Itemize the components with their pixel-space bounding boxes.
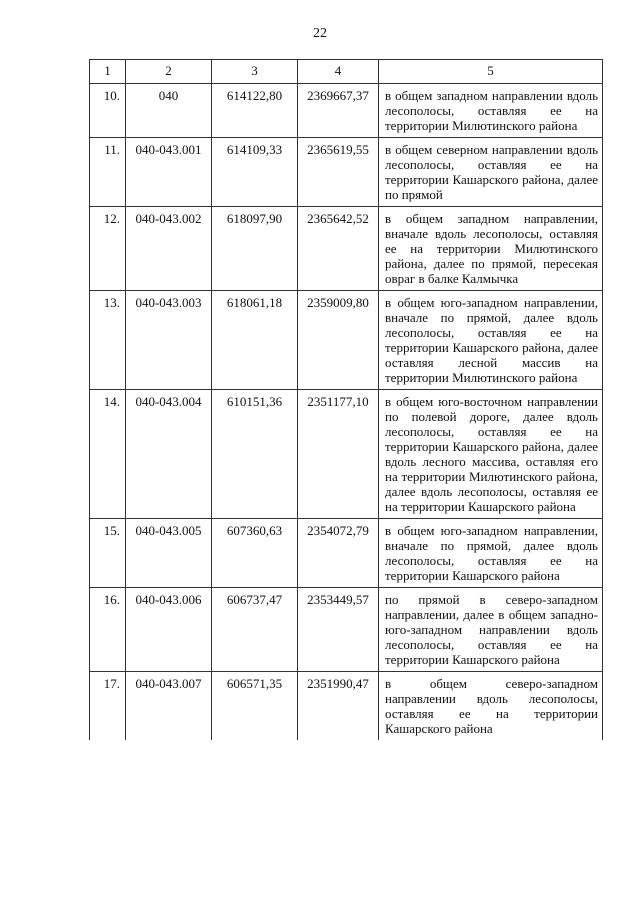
- coordinate-y: 2351177,10: [298, 390, 379, 519]
- boundary-description: в общем юго-восточном направлении по полевой дороге, далее вдоль лесополосы, оставляя ее на территории Кашарского района, далее вдоль лесного массива, оставляя его на территории Милютинского района, далее вдоль лесополосы, оставляя ее на территории Кашарского района: [379, 390, 603, 519]
- boundary-description: в общем юго-западном направлении, вначале по прямой, далее вдоль лесополосы, оставляя ее на территории Кашарского района, далее оставляя лесной массив на территории Милютинского района: [379, 291, 603, 390]
- table-row: [90, 672, 603, 741]
- point-code: 040-043.003: [126, 291, 212, 390]
- boundary-description: в общем юго-западном направлении, вначале по прямой, далее вдоль лесополосы, оставляя ее на территории Кашарского района: [379, 519, 603, 588]
- point-code: 040-043.001: [126, 138, 212, 207]
- point-code: 040-043.005: [126, 519, 212, 588]
- page-number: 22: [313, 26, 327, 41]
- coordinate-x: 614122,80: [212, 84, 298, 138]
- coordinate-x: 606571,35: [212, 672, 298, 741]
- row-number: 14.: [90, 390, 126, 519]
- point-code: 040-043.006: [126, 588, 212, 672]
- header-cell: 2: [126, 60, 212, 84]
- point-code: 040-043.002: [126, 207, 212, 291]
- coordinate-x: 606737,47: [212, 588, 298, 672]
- table-row: [90, 291, 603, 390]
- header-cell: 1: [90, 60, 126, 84]
- row-number: 11.: [90, 138, 126, 207]
- table-row: [90, 207, 603, 291]
- boundary-description: в общем западном направлении, вначале вдоль лесополосы, оставляя ее на территории Милютинского района, далее по прямой, пересекая овраг в балке Калмычка: [379, 207, 603, 291]
- coordinate-x: 618061,18: [212, 291, 298, 390]
- row-number: 15.: [90, 519, 126, 588]
- coordinate-y: 2351990,47: [298, 672, 379, 741]
- point-code: 040-043.007: [126, 672, 212, 741]
- boundary-description: в общем северо-западном направлении вдоль лесополосы, оставляя ее на территории Кашарского района: [379, 672, 603, 741]
- coordinate-y: 2365619,55: [298, 138, 379, 207]
- boundary-description: по прямой в северо-западном направлении, далее в общем западно-юго-западном направлении вдоль лесополосы, оставляя ее на территории Кашарского района: [379, 588, 603, 672]
- table-header-row: [90, 60, 603, 84]
- row-number: 16.: [90, 588, 126, 672]
- table-row: [90, 138, 603, 207]
- table-row: [90, 588, 603, 672]
- coordinate-x: 610151,36: [212, 390, 298, 519]
- coordinate-y: 2359009,80: [298, 291, 379, 390]
- header-cell: 4: [298, 60, 379, 84]
- boundary-table: [89, 59, 603, 740]
- header-cell: 3: [212, 60, 298, 84]
- coordinate-y: 2365642,52: [298, 207, 379, 291]
- coordinate-y: 2369667,37: [298, 84, 379, 138]
- row-number: 13.: [90, 291, 126, 390]
- coordinate-x: 614109,33: [212, 138, 298, 207]
- point-code: 040-043.004: [126, 390, 212, 519]
- row-number: 10.: [90, 84, 126, 138]
- coordinate-x: 607360,63: [212, 519, 298, 588]
- coordinate-y: 2354072,79: [298, 519, 379, 588]
- coordinate-y: 2353449,57: [298, 588, 379, 672]
- table-row: [90, 519, 603, 588]
- row-number: 12.: [90, 207, 126, 291]
- point-code: 040: [126, 84, 212, 138]
- table-row: [90, 84, 603, 138]
- coordinate-x: 618097,90: [212, 207, 298, 291]
- row-number: 17.: [90, 672, 126, 741]
- boundary-description: в общем северном направлении вдоль лесополосы, оставляя ее на территории Кашарского района, далее по прямой: [379, 138, 603, 207]
- table-row: [90, 390, 603, 519]
- boundary-description: в общем западном направлении вдоль лесополосы, оставляя ее на территории Милютинского района: [379, 84, 603, 138]
- header-cell: 5: [379, 60, 603, 84]
